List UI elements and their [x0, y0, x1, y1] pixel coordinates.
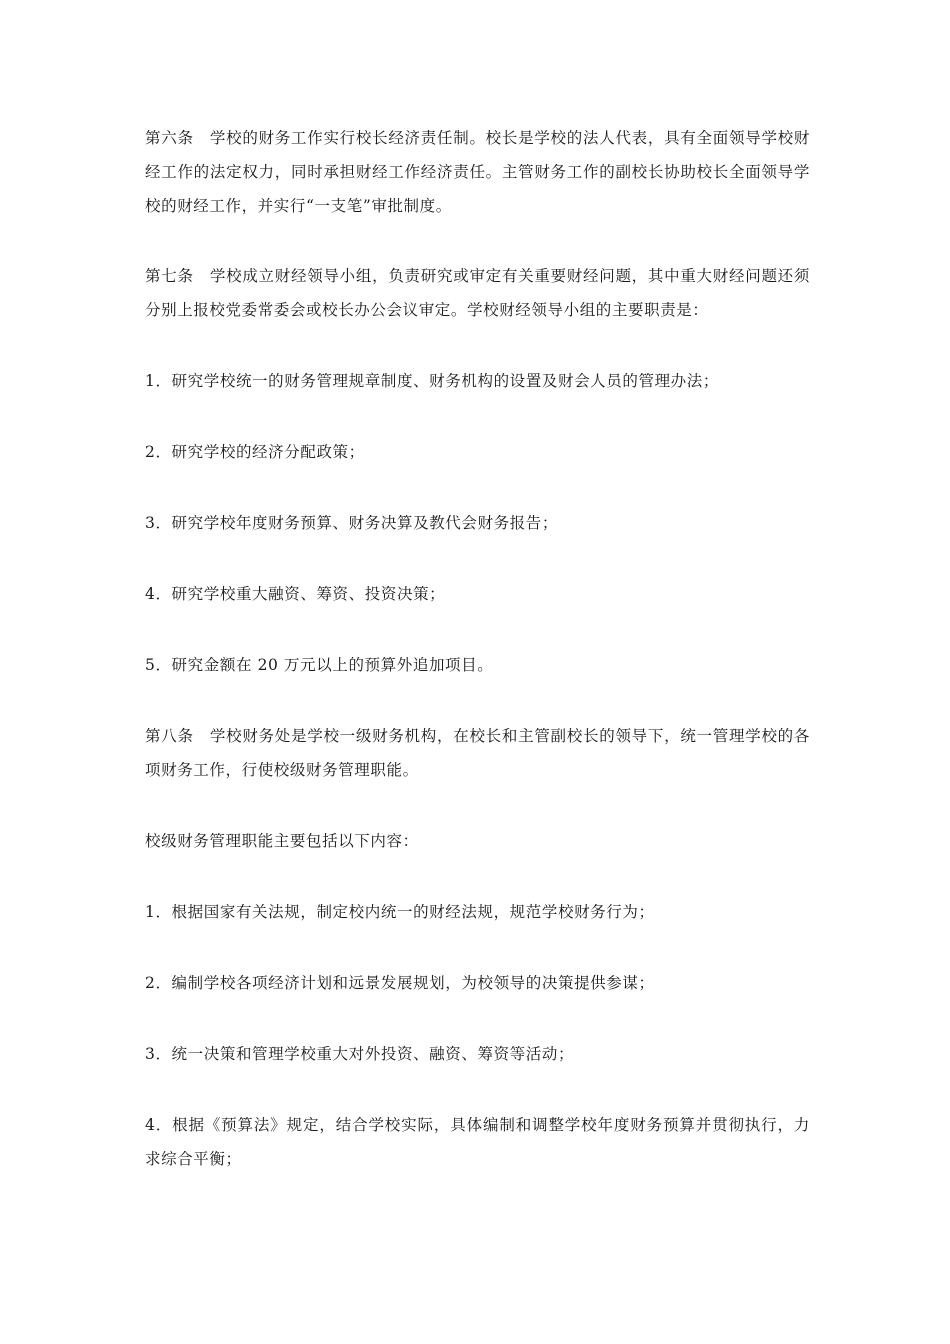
article-6-paragraph: 第六条 学校的财务工作实行校长经济责任制。校长是学校的法人代表，具有全面领导学校财经工作的法定权力，同时承担财经工作经济责任。主管财务工作的副校长协助校长全面领导学校的财经工作，并实行“一支笔”审批制度。 — [145, 129, 810, 215]
article-8-item-4: 4．根据《预算法》规定，结合学校实际，具体编制和调整学校年度财务预算并贯彻执行，力求综合平衡； — [145, 1116, 810, 1168]
article-7-paragraph: 第七条 学校成立财经领导小组，负责研究或审定有关重要财经问题，其中重大财经问题还须分别上报校党委常委会或校长办公会议审定。学校财经领导小组的主要职责是： — [145, 267, 810, 319]
article-8-item-2: 2．编制学校各项经济计划和远景发展规划，为校领导的决策提供参谋； — [145, 974, 655, 992]
article-7-item-5: 5．研究金额在 20 万元以上的预算外追加项目。 — [145, 656, 494, 674]
article-8-item-1: 1．根据国家有关法规，制定校内统一的财经法规，规范学校财务行为； — [145, 903, 655, 921]
article-7-item-2: 2．研究学校的经济分配政策； — [145, 443, 365, 461]
article-8-paragraph: 第八条 学校财务处是学校一级财务机构，在校长和主管副校长的领导下，统一管理学校的各项财务工作，行使校级财务管理职能。 — [145, 727, 810, 779]
article-7-item-3: 3．研究学校年度财务预算、财务决算及教代会财务报告； — [145, 514, 558, 532]
document-body — [145, 121, 810, 1176]
article-7-item-4: 4．研究学校重大融资、筹资、投资决策； — [145, 585, 446, 603]
article-8-intro: 校级财务管理职能主要包括以下内容： — [145, 832, 419, 850]
article-7-item-1: 1．研究学校统一的财务管理规章制度、财务机构的设置及财会人员的管理办法； — [145, 372, 719, 390]
article-8-item-3: 3．统一决策和管理学校重大对外投资、融资、筹资等活动； — [145, 1045, 575, 1063]
